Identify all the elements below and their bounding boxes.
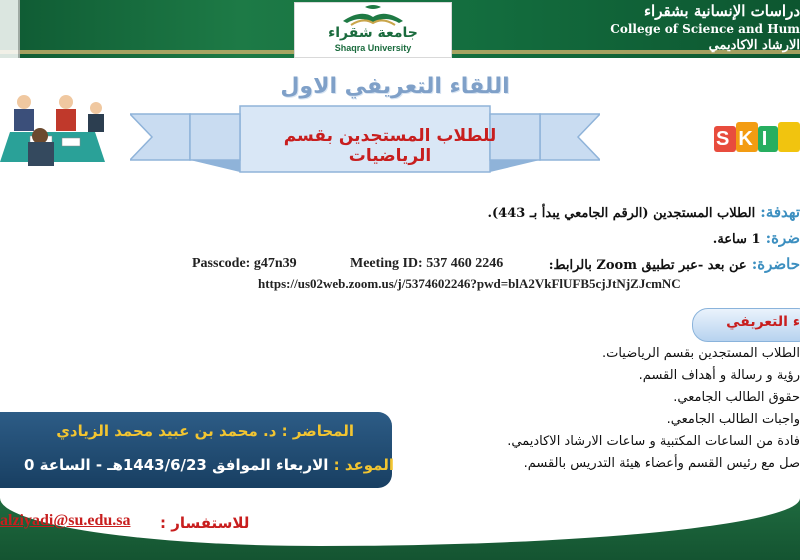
left-edge-decoration — [0, 0, 20, 58]
list-item: حقوق الطالب الجامعي. — [673, 390, 800, 405]
list-item: رؤية و رسالة و أهداف القسم. — [638, 368, 800, 383]
meeting-people-icon — [0, 92, 105, 168]
skills-text: SKI — [716, 128, 777, 150]
lecturer-box — [0, 412, 392, 488]
list-item: واجبات الطالب الجامعي. — [666, 412, 800, 427]
logo-text-ar: جامعة شقراء — [328, 25, 418, 41]
banner-text: للطلاب المستجدين بقسم الرياضيات — [283, 126, 497, 166]
zoom-link[interactable]: https://us02web.zoom.us/j/5374602246?pwd=blA2VkFlUFB5cjJtNjZJcmNC — [258, 276, 681, 291]
list-item: فادة من الساعات المكتبية و ساعات الارشاد الاكاديمي. — [507, 434, 800, 449]
header-advising: الارشاد الاكاديمي — [708, 38, 800, 53]
skills-graphic — [712, 116, 800, 160]
location-label: حاضرة: — [751, 255, 800, 273]
schedule-line — [24, 456, 394, 474]
lecturer-name: د. محمد بن عبيد محمد الزيادي — [56, 422, 277, 440]
inquiry-label: للاستفسار : — [160, 514, 250, 532]
schedule-value: الاربعاء الموافق 1443/6/23هـ - الساعة 0 — [23, 456, 329, 474]
header-college-ar: دراسات الإنسانية بشقراء — [643, 2, 800, 20]
duration-value: 1 ساعة. — [712, 232, 761, 247]
header-college-en: College of Science and Hum — [610, 22, 800, 36]
list-item: صل مع رئيس القسم وأعضاء هيئة التدريس بالقسم. — [523, 456, 800, 471]
schedule-label: الموعد : — [333, 456, 394, 474]
audience-value: الطلاب المستجدين (الرقم الجامعي يبدأ بـ 443). — [487, 206, 756, 221]
lecturer-line — [56, 422, 354, 440]
duration-row — [713, 228, 800, 247]
passcode: Passcode: g47n39 — [192, 256, 297, 271]
logo-text-en: Shaqra University — [334, 43, 412, 53]
list-item: الطلاب المستجدين بقسم الرياضيات. — [601, 346, 800, 361]
audience-label: تهدفة: — [760, 203, 800, 221]
university-logo — [294, 2, 452, 58]
meeting-id: Meeting ID: 537 460 2246 — [350, 256, 504, 271]
lecturer-label: المحاضر : — [281, 422, 354, 440]
audience-row — [487, 202, 800, 221]
contact-email[interactable]: alziyadi@su.edu.sa — [0, 512, 131, 529]
page-title: اللقاء التعريفي الاول — [280, 74, 510, 99]
location-value: عن بعد -عبر تطبيق Zoom بالرابط: — [548, 258, 747, 273]
section-pill-label: ء التعريفي — [726, 314, 800, 330]
duration-label: ضرة: — [765, 229, 800, 247]
location-row — [549, 254, 800, 273]
